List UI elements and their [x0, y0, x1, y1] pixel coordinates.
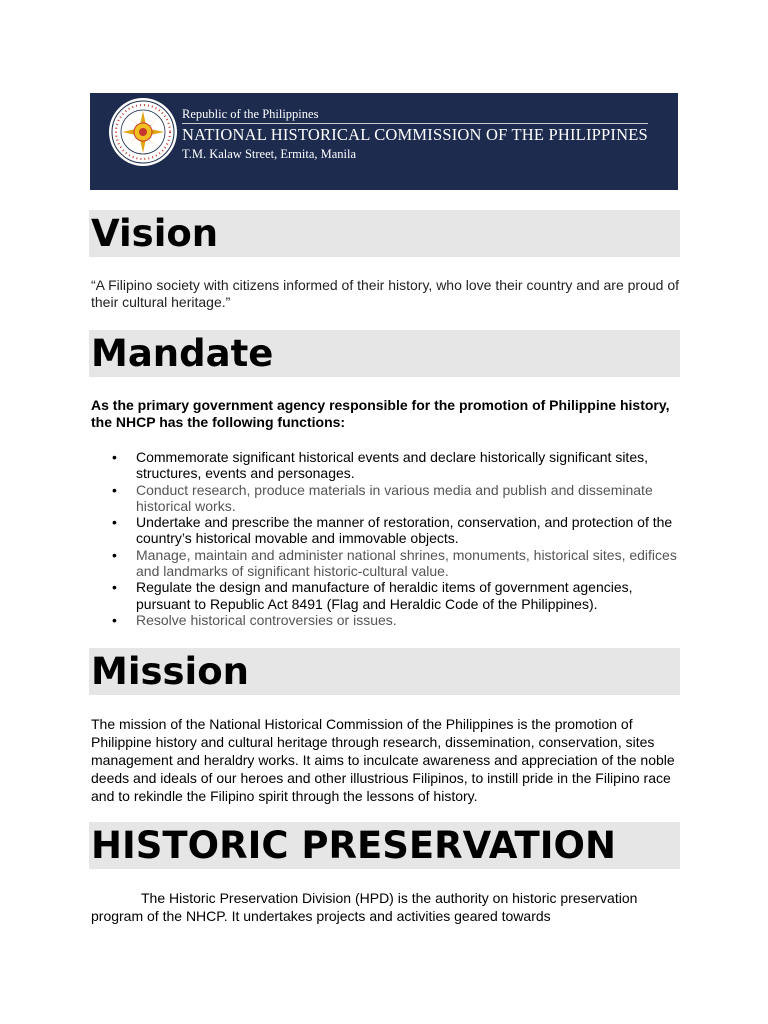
list-item: • Regulate the design and manufacture of heraldic items of government agencies, pursuant to Republic Act 8491 (Flag and Heraldic Code of the Philippines). [91, 579, 681, 612]
vision-heading: Vision [89, 210, 680, 257]
preservation-text [91, 889, 681, 925]
mission-heading: Mission [89, 648, 680, 695]
mandate-heading: Mandate [89, 330, 680, 377]
list-item: • Undertake and prescribe the manner of restoration, conservation, and protection of the country’s historical movable and immovable objects. [91, 514, 681, 547]
list-item: • Manage, maintain and administer national shrines, monuments, historical sites, edifices and landmarks of significant historic-cultural value. [91, 547, 681, 580]
list-item: • Commemorate significant historical events and declare historically significant sites, structures, events and personages. [91, 449, 681, 482]
banner-address: T.M. Kalaw Street, Ermita, Manila [182, 147, 357, 161]
mission-text: The mission of the National Historical Commission of the Philippines is the promotion of Philippine history and cultural heritage through research, dissemination, conservation, sites management and heraldry works. It aims to inculcate awareness and appreciation of the noble deeds and ideals of our heroes and other illustrious Filipinos, to instill pride in the Filipino race and to rekindle the Filipino spirit through the lessons of history. [91, 716, 675, 804]
preservation-heading: HISTORIC PRESERVATION [89, 822, 680, 869]
nhcp-seal-icon [108, 97, 178, 167]
preservation-text-body: The Historic Preservation Division (HPD) is the authority on historic preservation program of the NHCP. It undertakes projects and activities geared towards [91, 890, 638, 924]
list-item: • Conduct research, produce materials in various media and publish and disseminate historical works. [91, 482, 681, 515]
banner-republic-label: Republic of the Philippines [182, 107, 319, 121]
banner-commission-name: NATIONAL HISTORICAL COMMISSION OF THE PHILIPPINES [182, 125, 648, 144]
vision-text: “A Filipino society with citizens informed of their history, who love their country and are proud of their cultural heritage.” [91, 277, 680, 310]
mandate-functions-list [91, 449, 681, 628]
mandate-intro: As the primary government agency responsible for the promotion of Philippine history, the NHCP has the following functions: [91, 397, 670, 430]
header-banner [90, 93, 678, 190]
list-item: • Resolve historical controversies or issues. [91, 612, 681, 628]
